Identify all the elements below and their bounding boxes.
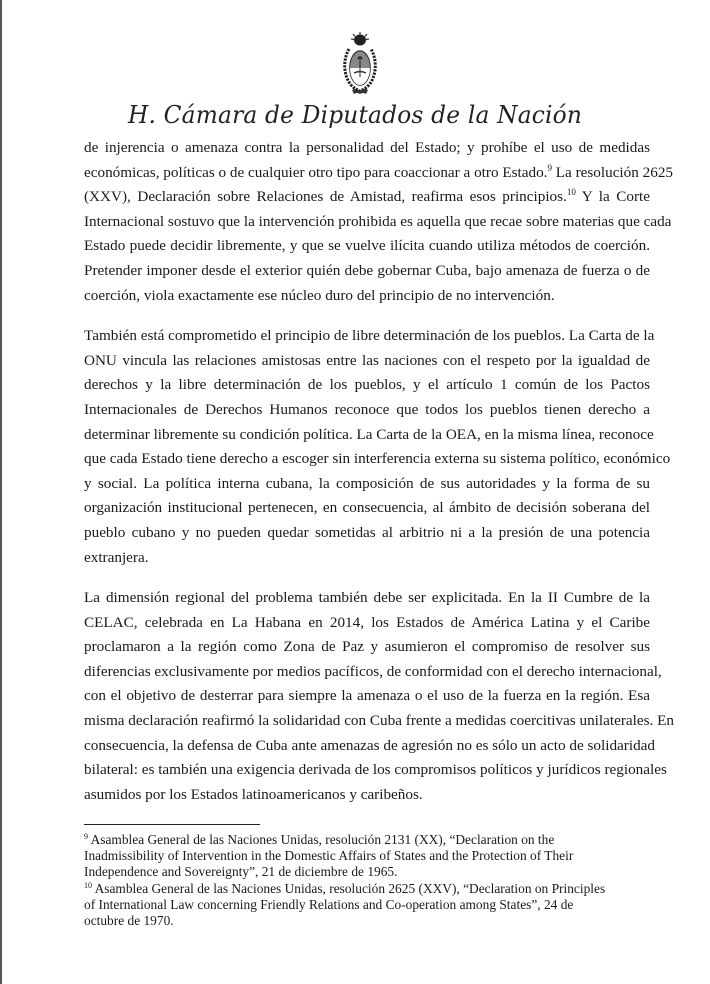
footnote-reference[interactable]: 10 — [566, 187, 576, 198]
text-run: que cada Estado tiene derecho a escoger sin interferencia externa su sistema político, económico — [84, 450, 671, 468]
text-line — [84, 423, 654, 448]
text-line — [84, 521, 650, 546]
text-run: y social. La política interna cubana, la composición de sus autoridades y la forma de su — [84, 474, 650, 492]
text-line — [84, 734, 655, 759]
footnotes — [84, 832, 654, 929]
text-line — [84, 398, 650, 423]
footnote-text: Independence and Sovereignty”, 21 de diciembre de 1965. — [84, 864, 398, 880]
text-run: de injerencia o amenaza contra la personalidad del Estado; y prohíbe el uso de medidas — [84, 139, 650, 156]
page-left-edge — [0, 0, 2, 984]
text-line — [84, 136, 650, 161]
text-line — [84, 373, 650, 398]
text-run: derechos y la libre determinación de los pueblos, y el artículo 1 común de los Pactos — [84, 376, 650, 394]
text-run: organización institucional pertenecen, en consecuencia, al ámbito de decisión soberana del — [84, 499, 650, 517]
text-run: proclamaron a la región como Zona de Paz y asumieron el compromiso de resolver sus — [84, 638, 650, 656]
text-line — [84, 185, 650, 210]
text-line — [84, 611, 650, 636]
text-line — [84, 783, 650, 808]
footnote-separator — [84, 824, 260, 825]
text-line — [84, 684, 650, 709]
footnote-text: Inadmissibility of Intervention in the Domestic Affairs of States and the Protection of Their — [84, 848, 574, 864]
footnote-text: Asamblea General de las Naciones Unidas, resolución 2131 (XX), “Declaration on the — [88, 832, 555, 847]
text-line — [84, 586, 650, 611]
text-line — [84, 546, 650, 571]
text-run: diferencias exclusivamente por medios pacíficos, de conformidad con el derecho internacional, — [84, 662, 662, 680]
footnote-reference[interactable]: 9 — [547, 162, 552, 173]
text-run: ONU vincula las relaciones amistosas entre las naciones con el respeto por la igualdad de — [84, 351, 650, 369]
text-run: determinar libremente su condición política. La Carta de la OEA, en la misma línea, reconoce — [84, 425, 654, 443]
text-line — [84, 447, 671, 472]
text-run: pueblo cubano y no pueden quedar sometidas al arbitrio ni a la presión de una potencia — [84, 523, 650, 541]
text-line — [84, 259, 650, 284]
text-line — [84, 161, 674, 186]
footnote-number: 9 — [84, 832, 88, 841]
footnote-9 — [84, 832, 654, 881]
text-run: Estado puede decidir libremente, y que se vuelve ilícita cuando utiliza métodos de coerción. — [84, 237, 650, 255]
text-line — [84, 635, 650, 660]
footnote-text: of International Law concerning Friendly Relations and Co-operation among States”, 24 de — [84, 896, 574, 912]
footnote-text: octubre de 1970. — [84, 913, 174, 929]
footnote-line — [84, 864, 654, 880]
text-run: extranjera. — [84, 548, 149, 566]
text-line — [84, 349, 650, 374]
text-run: CELAC, celebrada en La Habana en 2014, los Estados de América Latina y el Caribe — [84, 613, 650, 631]
text-run: (XXV), Declaración sobre Relaciones de Amistad, reafirma esos principios. — [84, 188, 567, 206]
text-run: consecuencia, la defensa de Cuba ante amenazas de agresión no es sólo un acto de solidaridad — [84, 736, 655, 754]
document-body — [84, 136, 674, 823]
text-run: coerción, viola exactamente ese núcleo duro del principio de no intervención. — [84, 286, 555, 304]
text-run: asumidos por los Estados latinoamericanos y caribeños. — [84, 785, 423, 803]
footnote-line — [84, 881, 654, 897]
text-line — [84, 758, 667, 783]
institution-title: H. Cámara de Diputados de la Nación — [127, 101, 583, 129]
footnote-text: Asamblea General de las Naciones Unidas, resolución 2625 (XXV), “Declaration on Principles — [92, 880, 606, 896]
letterhead — [0, 0, 710, 135]
text-run: Pretender imponer desde el exterior quién debe gobernar Cuba, bajo amenaza de fuerza o de — [84, 261, 650, 279]
paragraph — [84, 586, 674, 807]
footnote-number: 10 — [84, 880, 92, 890]
text-run: Y la Corte — [575, 188, 650, 206]
footnote-line — [84, 832, 654, 848]
text-line — [84, 496, 650, 521]
text-run: económicas, políticas o de cualquier otro tipo para coaccionar a otro Estado. — [84, 163, 548, 181]
text-line — [84, 472, 650, 497]
text-line — [84, 234, 650, 259]
text-run: La dimensión regional del problema también debe ser explicitada. En la II Cumbre de la — [84, 589, 650, 607]
footnote-line — [84, 897, 654, 913]
argentine-coat-of-arms-icon — [343, 31, 377, 97]
text-line — [84, 324, 655, 349]
text-run: bilateral: es también una exigencia derivada de los compromisos políticos y jurídicos regionales — [84, 761, 667, 779]
text-line — [84, 709, 674, 734]
footnote-10 — [84, 881, 654, 930]
text-run: La resolución 2625 — [551, 163, 674, 181]
text-line — [84, 210, 672, 235]
text-run: con el objetivo de desterrar para siempre la amenaza o el uso de la fuerza en la región. Esa — [84, 687, 650, 705]
text-run: misma declaración reafirmó la solidaridad con Cuba frente a medidas coercitivas unilaterales. En — [84, 712, 674, 730]
paragraph — [84, 324, 671, 570]
text-run: Internacionales de Derechos Humanos reconoce que todos los pueblos tienen derecho a — [84, 400, 650, 418]
footnote-line — [84, 848, 654, 864]
footnote-line — [84, 913, 654, 929]
text-run: También está comprometido el principio de libre determinación de los pueblos. La Carta de la — [84, 327, 655, 345]
text-line — [84, 660, 662, 685]
text-run: Internacional sostuvo que la intervención prohibida es aquella que recae sobre materias que cada — [84, 212, 672, 230]
paragraph — [84, 136, 674, 308]
text-line — [84, 284, 650, 309]
